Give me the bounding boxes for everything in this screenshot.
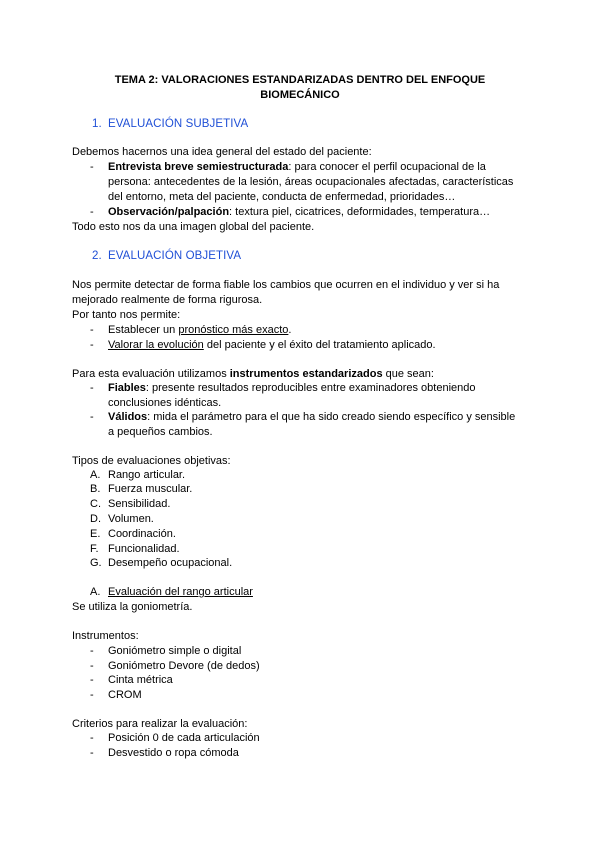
list-item-text: : para conocer el perfil ocupacional de la persona: antecedentes de la lesión, áreas ocupacionales afectadas, características del entorno, meta del paciente, conducta de enfermedad, prioridades…	[108, 161, 514, 203]
list-item-term: Observación/palpación	[108, 206, 230, 218]
list-marker: E.	[90, 528, 101, 540]
section-heading-evaluacion-subjetiva	[92, 117, 248, 132]
list-dash: -	[90, 645, 94, 657]
list-item-text: CROM	[108, 689, 142, 701]
list-dash: -	[90, 747, 94, 759]
list-item-term: Válidos	[108, 411, 148, 423]
list-item-text: Goniómetro Devore (de dedos)	[108, 660, 260, 672]
list-dash: -	[90, 324, 94, 336]
bold-text: instrumentos estandarizados	[229, 368, 383, 380]
list-marker: B.	[90, 483, 101, 495]
list-dash: -	[90, 161, 94, 173]
list-item-text: : presente resultados reproducibles entre examinadores obteniendo conclusiones idénticas.	[108, 382, 476, 409]
underlined-text: Valorar la evolución	[108, 339, 204, 351]
section-number: 1.	[92, 118, 102, 130]
list-item-text: Posición 0 de cada articulación	[108, 732, 260, 744]
page-title: TEMA 2: VALORACIONES ESTANDARIZADAS DENTRO DEL ENFOQUE BIOMECÁNICO	[114, 74, 486, 101]
list-item	[90, 673, 520, 688]
list-item-term: Entrevista breve semiestructurada	[108, 161, 289, 173]
list-item-text: Volumen.	[108, 513, 154, 525]
list-dash: -	[90, 660, 94, 672]
section-heading-evaluacion-objetiva	[92, 249, 241, 264]
list-item-text: Goniómetro simple o digital	[108, 645, 242, 657]
list-dash: -	[90, 689, 94, 701]
paragraph: Por tanto nos permite:	[72, 309, 181, 321]
list-item-text: Fuerza muscular.	[108, 483, 193, 495]
list-dash: -	[90, 382, 94, 394]
list-item	[90, 205, 520, 220]
list-item	[90, 688, 520, 703]
list-dash: -	[90, 732, 94, 744]
list-item-text: Establecer un	[108, 324, 179, 336]
list-item-text: : mida el parámetro para el que ha sido creado siendo específico y sensible a pequeños cambios.	[108, 411, 516, 438]
paragraph	[72, 367, 542, 382]
section-heading-text: EVALUACIÓN OBJETIVA	[108, 250, 242, 262]
list-item-text: Rango articular.	[108, 469, 186, 481]
list-item	[90, 160, 520, 205]
list-marker: F.	[90, 543, 99, 555]
list-item-text: : textura piel, cicatrices, deformidades, temperatura…	[229, 206, 491, 218]
list-dash: -	[90, 206, 94, 218]
list-item	[90, 556, 232, 571]
paragraph: Se utiliza la goniometría.	[72, 601, 193, 613]
list-item	[90, 527, 176, 542]
subsection-heading-rango-articular	[90, 585, 253, 600]
list-item-text: del paciente y el éxito del tratamiento aplicado.	[203, 339, 436, 351]
underlined-text: pronóstico más exacto	[178, 324, 289, 336]
list-marker: G.	[90, 557, 102, 569]
subsection-heading-text: Evaluación del rango articular	[108, 586, 253, 598]
list-item-text: .	[288, 324, 292, 336]
list-marker: D.	[90, 513, 101, 525]
paragraph: Todo esto nos da una imagen global del paciente.	[72, 221, 315, 233]
list-dash: -	[90, 339, 94, 351]
list-dash: -	[90, 674, 94, 686]
list-dash: -	[90, 411, 94, 423]
list-item	[90, 746, 520, 761]
list-item-text: Funcionalidad.	[108, 543, 180, 555]
paragraph: Debemos hacernos una idea general del estado del paciente:	[72, 146, 372, 158]
list-item	[90, 644, 520, 659]
paragraph: Nos permite detectar de forma fiable los cambios que ocurren en el individuo y ver si ha mejorado realmente de forma rigurosa.	[72, 279, 500, 306]
list-item	[90, 482, 192, 497]
list-item-text: Desvestido o ropa cómoda	[108, 747, 239, 759]
list-item	[90, 497, 170, 512]
paragraph-text: que sean:	[382, 368, 434, 380]
list-item-text: Cinta métrica	[108, 674, 173, 686]
paragraph-text: Para esta evaluación utilizamos	[72, 368, 230, 380]
list-item-text: Sensibilidad.	[108, 498, 171, 510]
list-item-term: Fiables	[108, 382, 146, 394]
paragraph: Instrumentos:	[72, 630, 139, 642]
list-item	[90, 468, 185, 483]
list-item	[90, 512, 154, 527]
list-item	[90, 542, 180, 557]
section-number: 2.	[92, 250, 102, 262]
list-item	[90, 323, 520, 338]
list-item	[90, 338, 520, 353]
list-marker: A.	[90, 469, 101, 481]
list-item	[90, 731, 520, 746]
list-item	[90, 659, 520, 674]
list-marker: A.	[90, 586, 101, 598]
paragraph: Tipos de evaluaciones objetivas:	[72, 455, 231, 467]
list-marker: C.	[90, 498, 101, 510]
list-item-text: Desempeño ocupacional.	[108, 557, 233, 569]
list-item-text: Coordinación.	[108, 528, 176, 540]
section-heading-text: EVALUACIÓN SUBJETIVA	[108, 118, 249, 130]
paragraph: Criterios para realizar la evaluación:	[72, 718, 248, 730]
list-item	[90, 381, 520, 411]
list-item	[90, 410, 520, 440]
